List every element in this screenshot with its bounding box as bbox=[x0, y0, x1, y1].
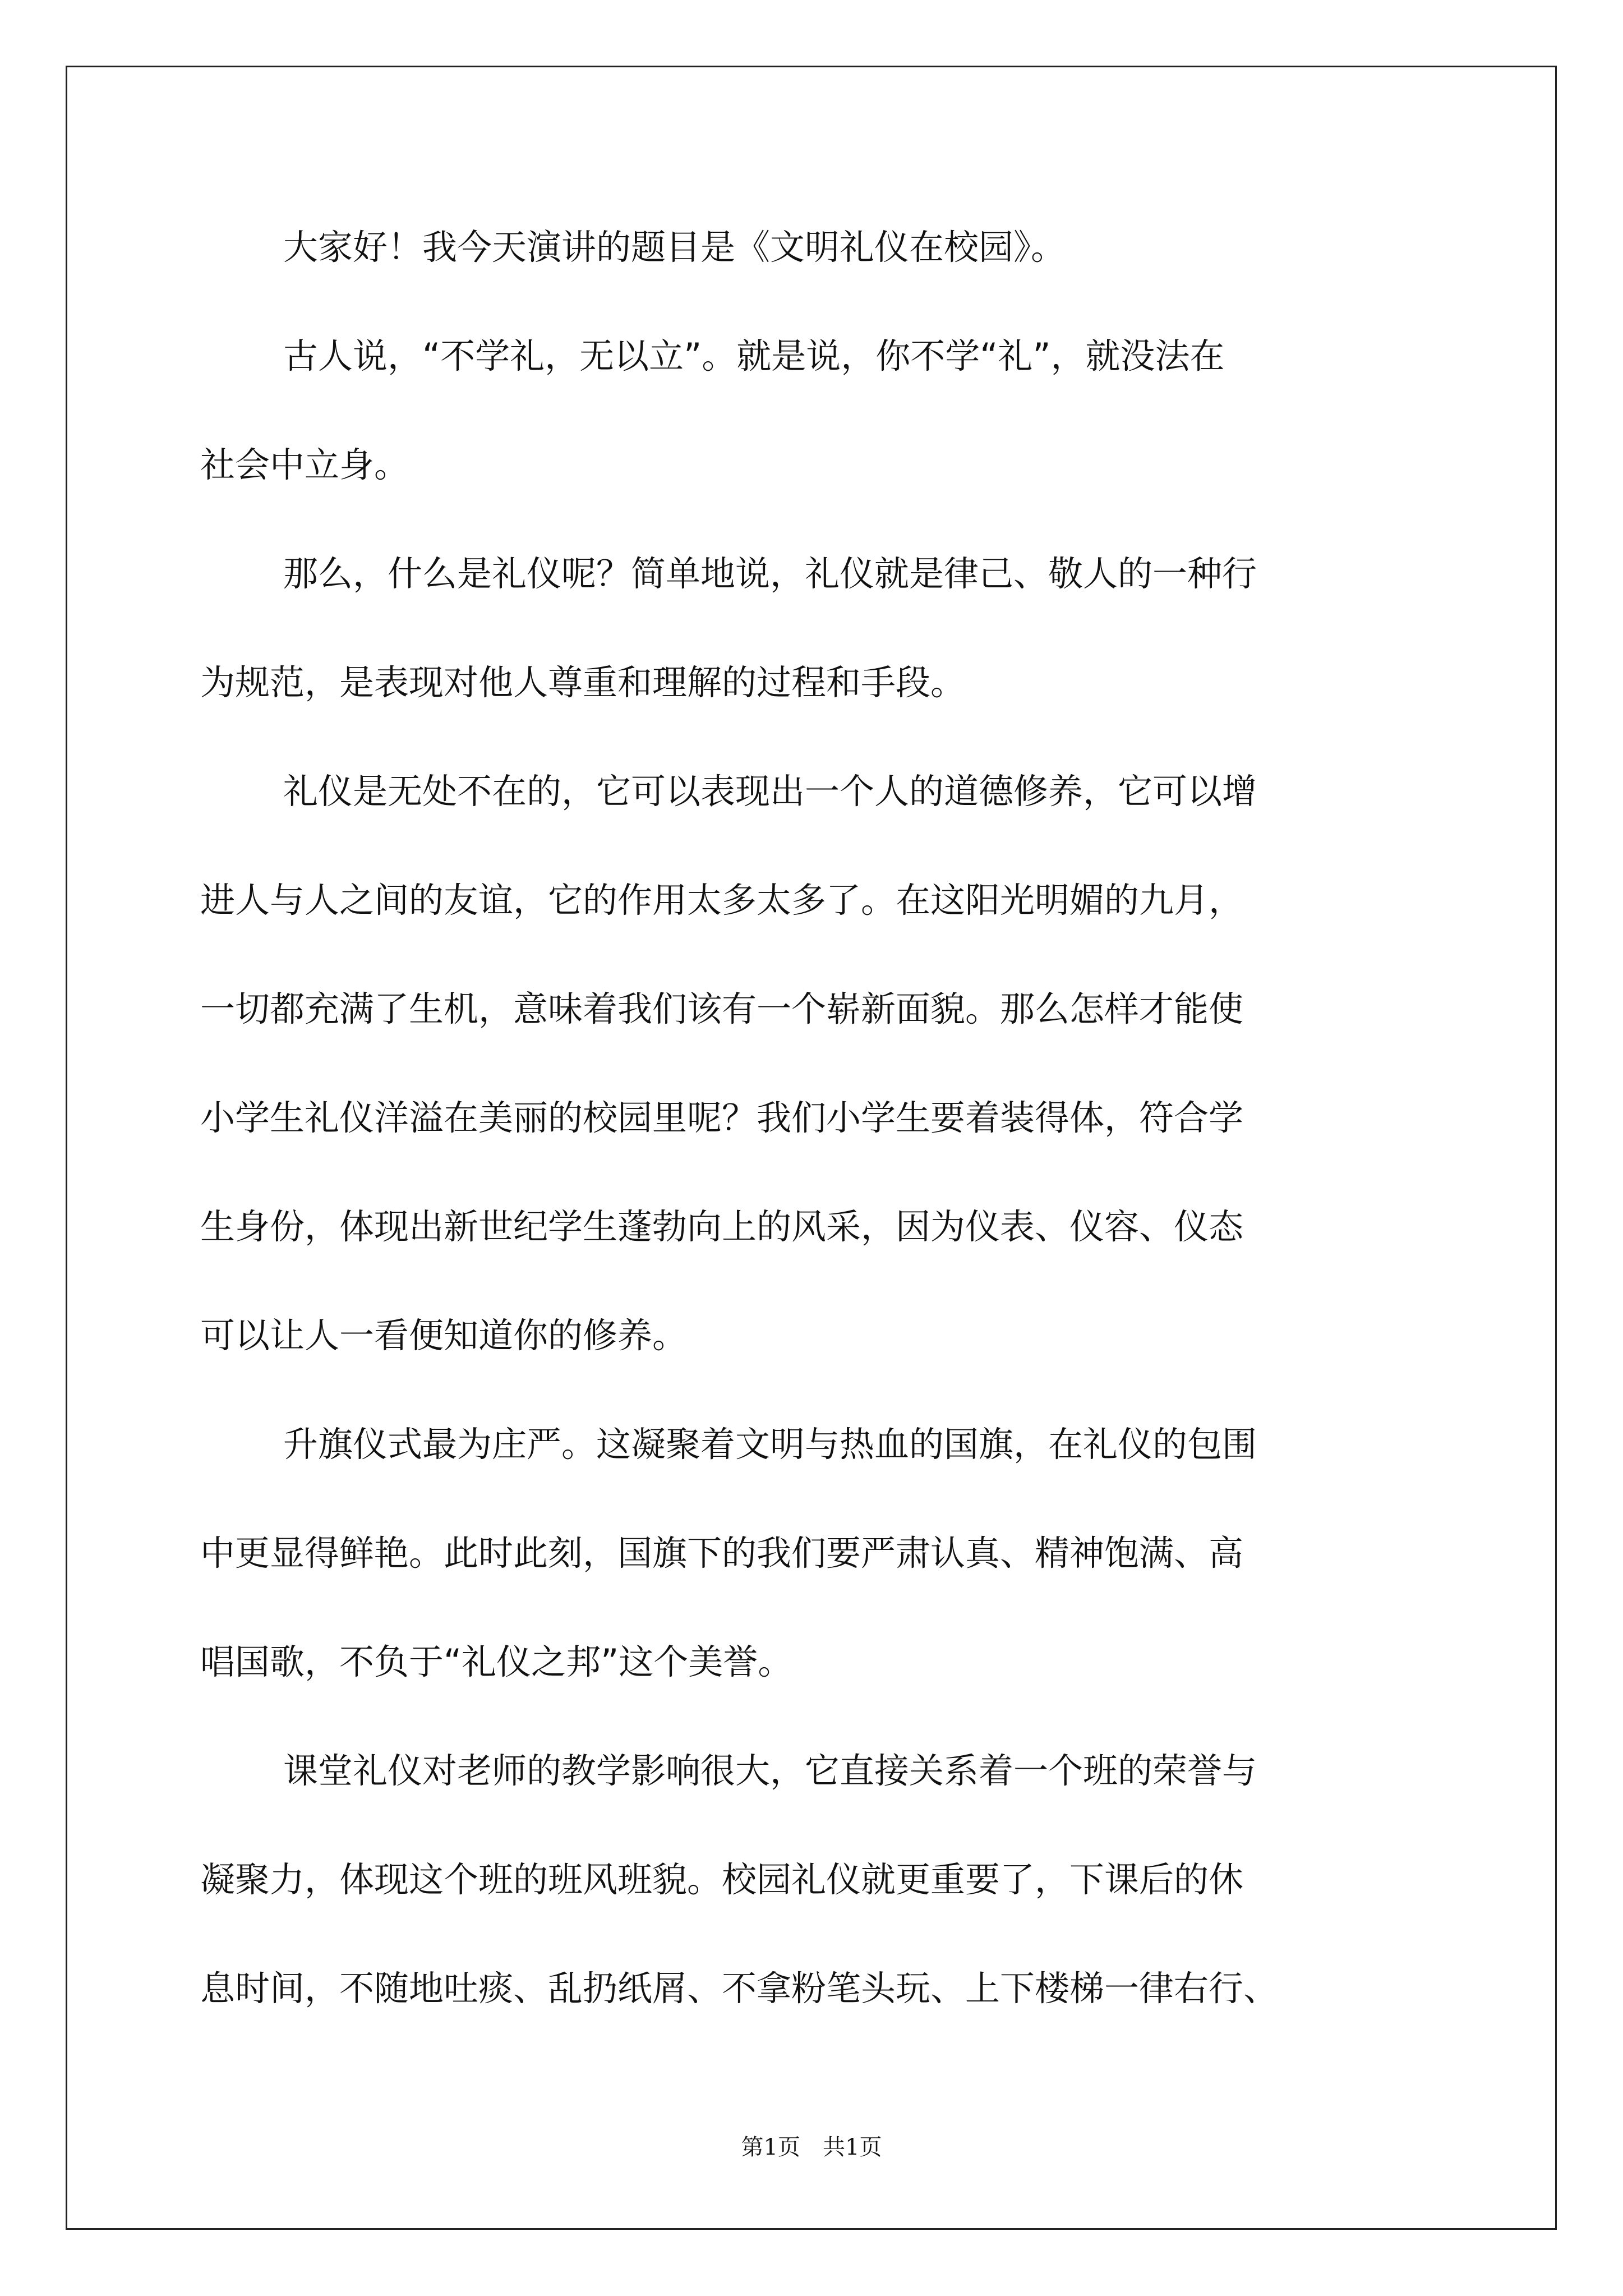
text-line: 升旗仪式最为庄严。这凝聚着文明与热血的国旗，在礼仪的包围 bbox=[283, 1424, 1257, 1465]
text-line: 社会中立身。 bbox=[200, 444, 409, 485]
text-line: 礼仪是无处不在的，它可以表现出一个人的道德修养，它可以增 bbox=[283, 771, 1257, 812]
text-line: 一切都充满了生机，意味着我们该有一个崭新面貌。那么怎样才能使 bbox=[200, 988, 1244, 1029]
text-line: 唱国歌，不负于“礼仪之邦”这个美誉。 bbox=[200, 1641, 793, 1682]
text-line: 为规范，是表现对他人尊重和理解的过程和手段。 bbox=[200, 662, 966, 703]
text-line: 可以让人一看便知道你的修养。 bbox=[200, 1315, 688, 1356]
text-line: 进人与人之间的友谊，它的作用太多太多了。在这阳光明媚的九月， bbox=[200, 880, 1244, 921]
text-line: 生身份，体现出新世纪学生蓬勃向上的风采，因为仪表、仪容、仪态 bbox=[200, 1206, 1244, 1247]
text-line: 小学生礼仪洋溢在美丽的校园里呢？我们小学生要着装得体，符合学 bbox=[200, 1097, 1244, 1138]
page-border bbox=[66, 66, 1557, 2230]
text-line: 凝聚力，体现这个班的班风班貌。校园礼仪就更重要了，下课后的休 bbox=[200, 1859, 1244, 1900]
text-line: 中更显得鲜艳。此时此刻，国旗下的我们要严肃认真、精神饱满、高 bbox=[200, 1533, 1244, 1573]
page-footer: 第1页 共1页 bbox=[741, 2134, 882, 2160]
text-line: 课堂礼仪对老师的教学影响很大，它直接关系着一个班的荣誉与 bbox=[283, 1750, 1257, 1791]
text-line: 古人说，“不学礼，无以立”。就是说，你不学“礼”，就没法在 bbox=[283, 335, 1225, 376]
text-line: 大家好！我今天演讲的题目是《文明礼仪在校园》。 bbox=[283, 227, 1066, 268]
text-line: 息时间，不随地吐痰、乱扔纸屑、不拿粉笔头玩、上下楼梯一律右行、 bbox=[200, 1968, 1279, 2009]
text-line: 那么，什么是礼仪呢？简单地说，礼仪就是律己、敬人的一种行 bbox=[283, 553, 1257, 594]
